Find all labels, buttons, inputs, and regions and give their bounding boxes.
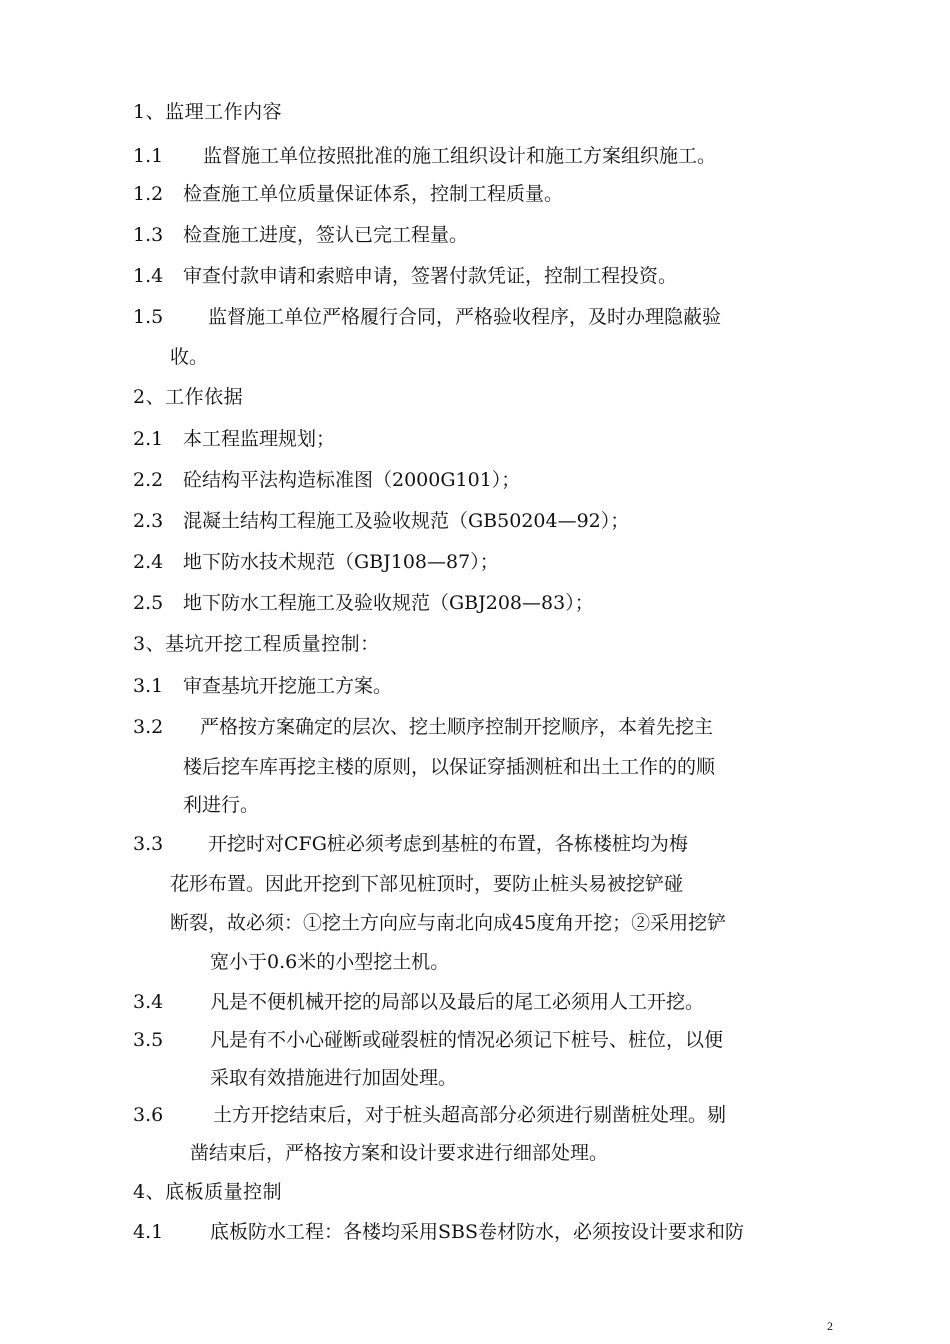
item-text: 监督施工单位严格履行合同，严格验收程序，及时办理隐蔽验	[208, 306, 722, 328]
item-text: 地下防水工程施工及验收规范（GBJ208—83）；	[183, 592, 594, 614]
item-text: 花形布置。因此开挖到下部见桩顶时，要防止桩头易被挖铲碰	[170, 873, 684, 895]
item-text: 开挖时对CFG桩必须考虑到基桩的布置，各栋楼桩均为梅	[208, 833, 688, 855]
item-text: 凡是不便机械开挖的局部以及最后的尾工必须用人工开挖。	[210, 991, 705, 1013]
item-text: 混凝土结构工程施工及验收规范（GB50204—92）；	[183, 510, 630, 532]
item-text: 土方开挖结束后，对于桩头超高部分必须进行剔凿桩处理。剔	[213, 1104, 727, 1126]
item-number: 2.2	[133, 469, 164, 491]
heading-text: 1、监理工作内容	[133, 101, 283, 123]
item-number: 2.4	[133, 551, 164, 573]
item-number: 3.3	[133, 833, 164, 855]
item-number: 3.5	[133, 1029, 164, 1051]
item-text: 凡是有不小心碰断或碰裂桩的情况必须记下桩号、桩位，以便	[210, 1029, 724, 1051]
item-text: 检查施工进度，签认已完工程量。	[183, 224, 469, 246]
item-text: 监督施工单位按照批准的施工组织设计和施工方案组织施工。	[203, 145, 717, 167]
item-number: 3.1	[133, 675, 164, 697]
item-text: 利进行。	[183, 794, 260, 816]
item-text: 本工程监理规划；	[183, 428, 336, 450]
item-text: 审查付款申请和索赔申请，签署付款凭证，控制工程投资。	[183, 265, 678, 287]
item-text: 收。	[170, 346, 209, 368]
item-text: 宽小于0.6米的小型挖土机。	[210, 951, 450, 973]
item-text: 地下防水技术规范（GBJ108—87）；	[183, 551, 499, 573]
item-number: 3.2	[133, 716, 164, 738]
item-number: 3.6	[133, 1104, 164, 1126]
heading-text: 2、工作依据	[133, 386, 244, 408]
item-number: 4.1	[133, 1221, 164, 1243]
item-text: 断裂，故必须：①挖土方向应与南北向成45度角开挖；②采用挖铲	[170, 912, 727, 934]
item-text: 采取有效措施进行加固处理。	[210, 1067, 458, 1089]
item-number: 1.3	[133, 224, 164, 246]
item-number: 1.4	[133, 265, 164, 287]
item-number: 2.3	[133, 510, 164, 532]
item-text: 审查基坑开挖施工方案。	[183, 675, 393, 697]
item-number: 2.1	[133, 428, 164, 450]
item-text: 严格按方案确定的层次、挖土顺序控制开挖顺序，本着先挖主	[200, 716, 714, 738]
item-number: 1.5	[133, 306, 164, 328]
item-text: 检查施工单位质量保证体系，控制工程质量。	[183, 183, 564, 205]
item-text: 凿结束后，严格按方案和设计要求进行细部处理。	[190, 1142, 609, 1164]
item-text: 底板防水工程：各楼均采用SBS卷材防水，必须按设计要求和防	[210, 1221, 744, 1243]
item-number: 2.5	[133, 592, 164, 614]
heading-text: 3、基坑开挖工程质量控制：	[133, 633, 380, 655]
page-number: 2	[827, 1319, 833, 1333]
item-text: 楼后挖车库再挖主楼的原则，以保证穿插测桩和出土工作的的顺	[183, 756, 716, 778]
item-number: 1.2	[133, 183, 164, 205]
item-text: 砼结构平法构造标准图（2000G101）；	[183, 469, 521, 491]
item-number: 3.4	[133, 991, 164, 1013]
heading-text: 4、底板质量控制	[133, 1181, 283, 1203]
item-number: 1.1	[133, 145, 164, 167]
